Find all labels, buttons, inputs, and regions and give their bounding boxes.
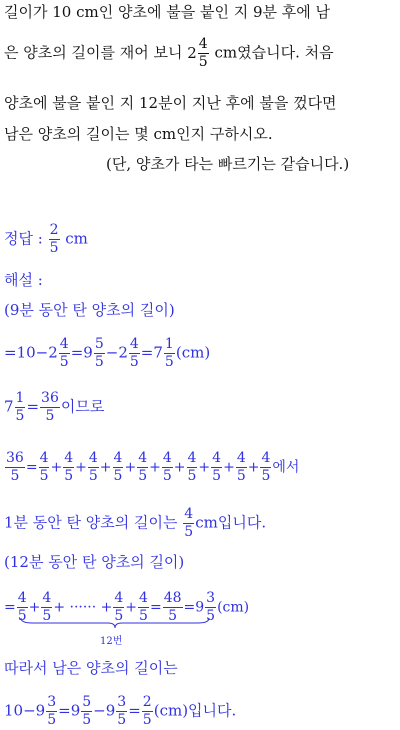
- step4-text: cm입니다.: [195, 513, 267, 532]
- fraction: $\frac{4}{5}$: [187, 450, 197, 484]
- denominator: 5: [198, 54, 208, 70]
- answer-fraction: [49, 222, 60, 257]
- mixed-whole: 2: [187, 43, 197, 62]
- fraction: $\frac{4}{5}$: [88, 450, 98, 484]
- brace-label: 12번: [100, 636, 123, 647]
- step1-part: =9: [70, 343, 93, 362]
- answer-line: [4, 222, 396, 257]
- problem-line-2: [4, 36, 396, 71]
- ellipsis: + ······ +: [53, 599, 113, 616]
- fraction: $\frac{4}{5}$: [162, 450, 172, 484]
- step2-part: 7: [4, 397, 14, 416]
- step1-title: (9분 동안 탄 양초의 길이): [4, 301, 175, 319]
- fraction: $\frac{36}{5}$: [6, 450, 24, 484]
- step1-part: =7: [140, 343, 163, 362]
- fraction: $\frac{4}{5}$: [129, 336, 139, 370]
- fraction: $\frac{5}{5}$: [94, 336, 104, 370]
- step4-text: 1분 동안 탄 양초의 길이는: [4, 513, 183, 532]
- step6-equation: 10−9 $\frac{3}{5}$ =9 $\frac{5}{5}$ −9 $\frac{3}{5}$ = $\frac{2}{5}$ (cm)입니다.: [4, 694, 237, 728]
- problem-line-2-start: 은 양초의 길이를 재어 보니: [4, 43, 188, 62]
- denominator: 5: [49, 240, 59, 256]
- fraction: $\frac{36}{5}$: [41, 390, 59, 424]
- step2-equation: [4, 390, 396, 425]
- problem-line-3: 양초에 불을 붙인 지 12분이 지난 후에 불을 껐다면: [4, 94, 337, 112]
- step4-line: [4, 506, 396, 541]
- step1-part: (cm): [175, 343, 211, 362]
- problem-line-5: (단, 양초가 타는 빠르기는 같습니다.): [106, 155, 350, 173]
- fraction: $\frac{1}{5}$: [15, 390, 25, 424]
- step3-tail: 에서: [272, 459, 300, 476]
- answer-unit: cm: [60, 229, 88, 248]
- step2-part: =: [26, 397, 40, 416]
- step5-title: (12분 동안 탄 양초의 길이): [4, 553, 185, 571]
- fraction: $\frac{4}{5}$: [138, 450, 148, 484]
- problem-line-4: 남은 양초의 길이는 몇 cm인지 구하시오.: [4, 125, 273, 143]
- solution-label: 해설 :: [4, 271, 43, 289]
- answer-label: 정답 :: [4, 229, 48, 248]
- fraction: $\frac{1}{5}$: [164, 336, 174, 370]
- step1-equation: [4, 336, 396, 371]
- step6-title: 따라서 남은 양초의 길이는: [4, 659, 178, 677]
- fraction: $\frac{4}{5}$: [113, 450, 123, 484]
- step5-part: =: [4, 599, 16, 616]
- numerator: 2: [49, 222, 59, 238]
- fraction: $\frac{4}{5}$: [212, 450, 222, 484]
- fraction: $\frac{4}{5}$: [184, 506, 194, 540]
- step3-equation: $\frac{36}{5}$ = $\frac{4}{5}$ + $\frac{4}{5}$ + $\frac{4}{5}$ + $\frac{4}{5}$ + $\frac{4}{5}$ + $\frac{4}{5}$ + $\frac{4}{5}$ + $\frac{4}{5}$ + $\frac{4}{5}$ + $\frac{4}{5}$ 에서: [6, 450, 300, 484]
- numerator: 4: [198, 36, 208, 52]
- problem-line-2-end: cm였습니다. 처음: [214, 43, 334, 62]
- step1-part: −2: [105, 343, 128, 362]
- fraction: $\frac{4}{5}$: [59, 336, 69, 370]
- mixed-number-2-4-5: [187, 36, 209, 70]
- step2-part: 이므로: [60, 397, 105, 416]
- step1-part: =10−2: [4, 343, 58, 362]
- underbrace: [20, 617, 210, 629]
- fraction-4-5: [198, 36, 209, 71]
- step5-equation: = $\frac{4}{5}$ + $\frac{4}{5}$ + ······ + $\frac{4}{5}$ + $\frac{4}{5}$ = $\frac{48}{5}$ =9 $\frac{3}{5}$ (cm): [4, 590, 250, 624]
- fraction: $\frac{4}{5}$: [261, 450, 271, 484]
- problem-line-1: 길이가 10 cm인 양초에 불을 붙인 지 9분 후에 남: [4, 3, 331, 21]
- fraction: $\frac{4}{5}$: [236, 450, 246, 484]
- fraction: $\frac{4}{5}$: [39, 450, 49, 484]
- fraction: $\frac{4}{5}$: [64, 450, 74, 484]
